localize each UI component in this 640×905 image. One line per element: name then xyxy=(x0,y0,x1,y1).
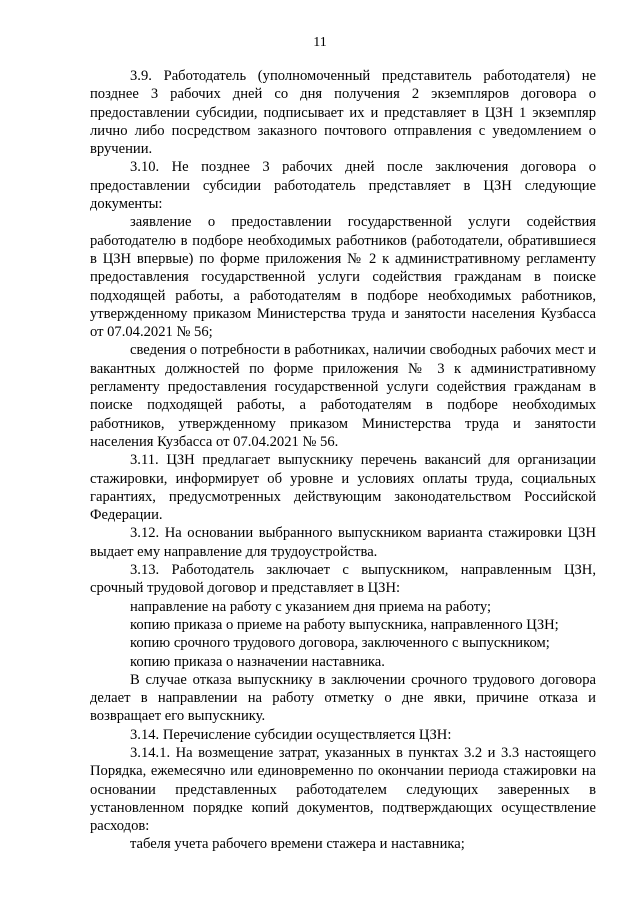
paragraph-3-10: 3.10. Не позднее 3 рабочих дней после заключения договора о предоставлении субсидии работодатель представляет в ЦЗН следующие документы: xyxy=(90,159,596,213)
paragraph-3-14-1: 3.14.1. На возмещение затрат, указанных в пунктах 3.2 и 3.3 настоящего Порядка, ежемесячно или единовременно по окончании периода стажировки на основании представленных работодателем следующих заверенных в установленном порядке копий документов, подтверждающих осуществление расходов: xyxy=(90,744,596,835)
paragraph-3-14: 3.14. Перечисление субсидии осуществляется ЦЗН: xyxy=(130,726,452,743)
paragraph-vacancy-info: сведения о потребности в работниках, наличии свободных рабочих мест и вакантных должностей по форме приложения № 3 к административному регламенту предоставления государственной услуги содействия гражданам в поиске подходящей работы, а работодателям в подборе необходимых работников, утвержденному приказом Министерства труда и занятости населения Кузбасса от 07.04.2021 № 56. xyxy=(90,342,596,450)
list-item-contract-copy: копию срочного трудового договора, заключенного с выпускником; xyxy=(130,635,550,652)
paragraph-3-11: 3.11. ЦЗН предлагает выпускнику перечень вакансий для организации стажировки, информирует об уровне и условиях оплаты труда, социальных гарантиях, предусмотренных действующим законодательством Российской Федерации. xyxy=(90,452,596,524)
paragraph-3-13: 3.13. Работодатель заключает с выпускником, направленным ЦЗН, срочный трудовой договор и представляет в ЦЗН: xyxy=(90,562,596,597)
paragraph-application-form: заявление о предоставлении государственной услуги содействия работодателю в подборе необходимых работников (работодатели, обратившиеся в ЦЗН впервые) по форме приложения № 2 к административному регламенту предоставления государственной услуги содействия гражданам в поиске подходящей работы, а работодателям в подборе необходимых работников, утвержденному приказом Министерства труда и занятости населения Кузбасса от 07.04.2021 № 56; xyxy=(90,214,596,341)
paragraph-3-9: 3.9. Работодатель (уполномоченный представитель работодателя) не позднее 3 рабочих дней со дня получения 2 экземпляров договора о предоставлении субсидии, подписывает их и представляет в ЦЗН 1 экземпляр лично либо посредством заказного почтового отправления с уведомлением о вручении. xyxy=(90,68,596,158)
list-item-mentor-order: копию приказа о назначении наставника. xyxy=(130,653,385,670)
list-item-timesheet: табеля учета рабочего времени стажера и наставника; xyxy=(130,836,465,853)
list-item-hiring-order: копию приказа о приеме на работу выпускника, направленного ЦЗН; xyxy=(130,616,559,633)
page-number: 11 xyxy=(313,35,327,50)
paragraph-3-12: 3.12. На основании выбранного выпускником варианта стажировки ЦЗН выдает ему направление для трудоустройства. xyxy=(90,525,596,560)
document-body xyxy=(90,67,596,854)
list-item-referral: направление на работу с указанием дня приема на работу; xyxy=(130,598,492,615)
paragraph-refusal: В случае отказа выпускнику в заключении срочного трудового договора делает в направлении на работу отметку о дне явки, причине отказа и возвращает его выпускнику. xyxy=(90,671,596,725)
